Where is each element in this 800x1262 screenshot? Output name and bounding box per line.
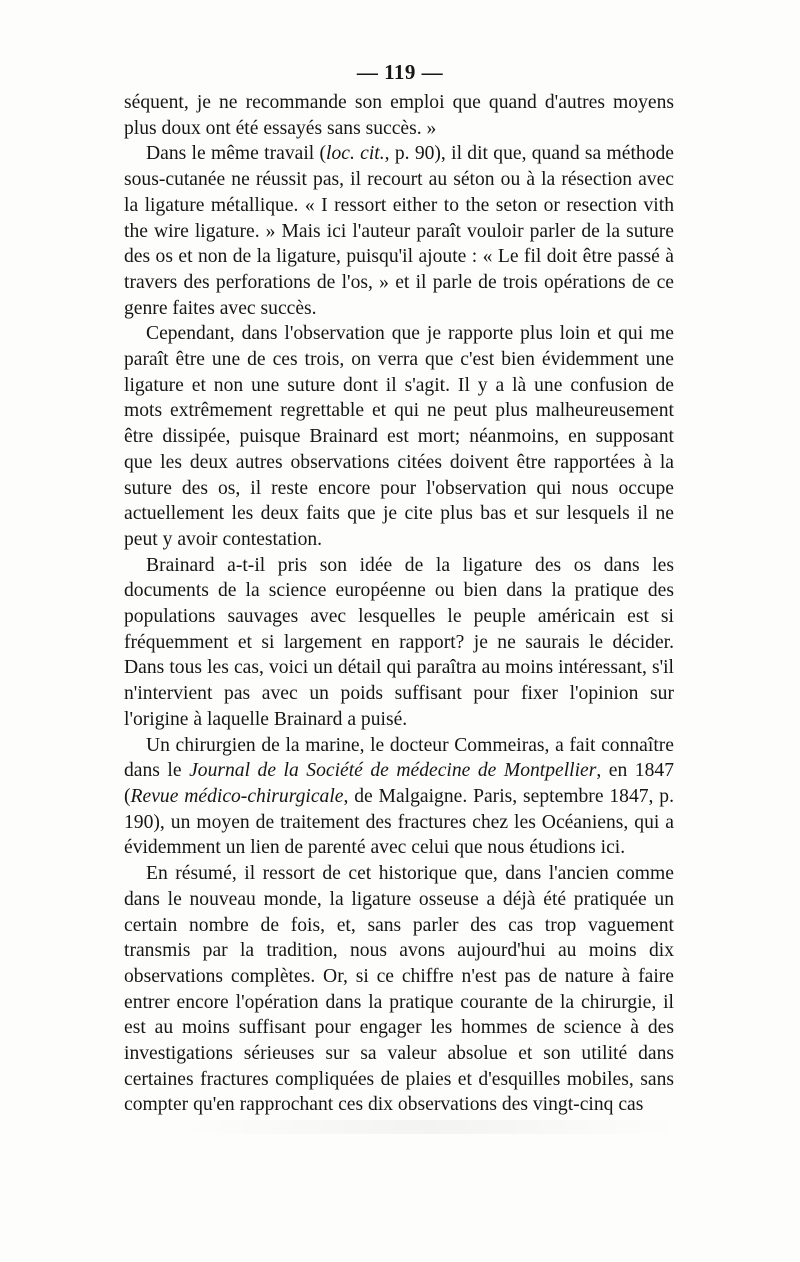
paragraph-5-end: , de Malgaigne. Paris, septembre 1847, p. 190), un moyen de traitement des fractures chez les Océaniens, qui a évidemment un lien de parenté avec celui que nous étudions ici. (124, 785, 674, 859)
paragraph-2 (124, 141, 674, 321)
paragraph-2-rest: , p. 90), il dit que, quand sa méthode sous-cutanée ne réussit pas, il recourt au séton ou à la résection avec la ligature métallique. « I ressort either to the seton or resection vith the wire ligature. » Mais ici l'auteur paraît vouloir parler de la suture des os et non de la ligature, puisqu'il ajoute : « Le fil doit être passé à travers des perforations de l'os, » et il parle de trois opérations de ce genre faites avec succès. (124, 143, 675, 319)
paragraph-4: Brainard a-t-il pris son idée de la ligature des os dans les documents de la science européenne ou bien dans la pratique des populations sauvages avec lesquelles le peuple américain est si fréquemment et si largement en rapport? je ne saurais le décider. Dans tous les cas, voici un détail qui paraîtra au moins intéressant, s'il n'intervient pas avec un poids suffisant pour fixer l'opinion sur l'origine à laquelle Brainard a puisé. (124, 554, 674, 730)
paragraph-5-start: Un chirurgien de la marine, le docteur Commeiras, a fait connaître dans le (124, 734, 674, 782)
revue-title: Revue médico-chirurgicale (130, 785, 344, 807)
paragraph-3: Cependant, dans l'observation que je rapporte plus loin et qui me paraît être une de ces trois, on verra que c'est bien évidemment une ligature et non une suture dont il s'agit. Il y a là une confusion de mots extrêmement regrettable et qui ne peut plus malheureusement être dissipée, puisque Brainard est mort; néanmoins, en supposant que les deux autres observations citées doivent être rapportées à la suture des os, il reste encore pour l'observation qui nous occupe actuellement les deux faits que je cite plus bas et sur lesquels il ne peut y avoir contestation. (124, 323, 674, 550)
page-number: — 119 — (356, 60, 444, 84)
paragraph-6: En résumé, il ressort de cet historique que, dans l'ancien comme dans le nouveau monde, la ligature osseuse a déjà été pratiquée un certain nombre de fois, et, sans parler des cas trop vaguement transmis par la tradition, nous avons aujourd'hui au moins dix observations complètes. Or, si ce chiffre n'est pas de nature à faire entrer encore l'opération dans la pratique courante de la chirurgie, il est au moins suffisant pour engager les hommes de science à des investigations sérieuses sur sa valeur absolue et son utilité dans certaines fractures compliquées de plaies et d'esquilles mobiles, sans compter qu'en rapprochant ces dix observations des vingt-cinq cas (124, 863, 674, 1116)
citation-loc-cit: loc. cit. (326, 143, 385, 165)
paragraph-5-mid: , en 1847 ( (124, 760, 674, 807)
paragraph-2-start: Dans le même travail ( (146, 143, 327, 165)
paragraph-5 (124, 733, 674, 862)
journal-title: Journal de la Société de médecine de Montpellier (189, 760, 597, 782)
show-through-bleed (180, 1120, 680, 1134)
body-text (124, 90, 674, 1118)
paragraph-1: séquent, je ne recommande son emploi que quand d'autres moyens plus doux ont été essayés sans succès. » (124, 92, 674, 139)
